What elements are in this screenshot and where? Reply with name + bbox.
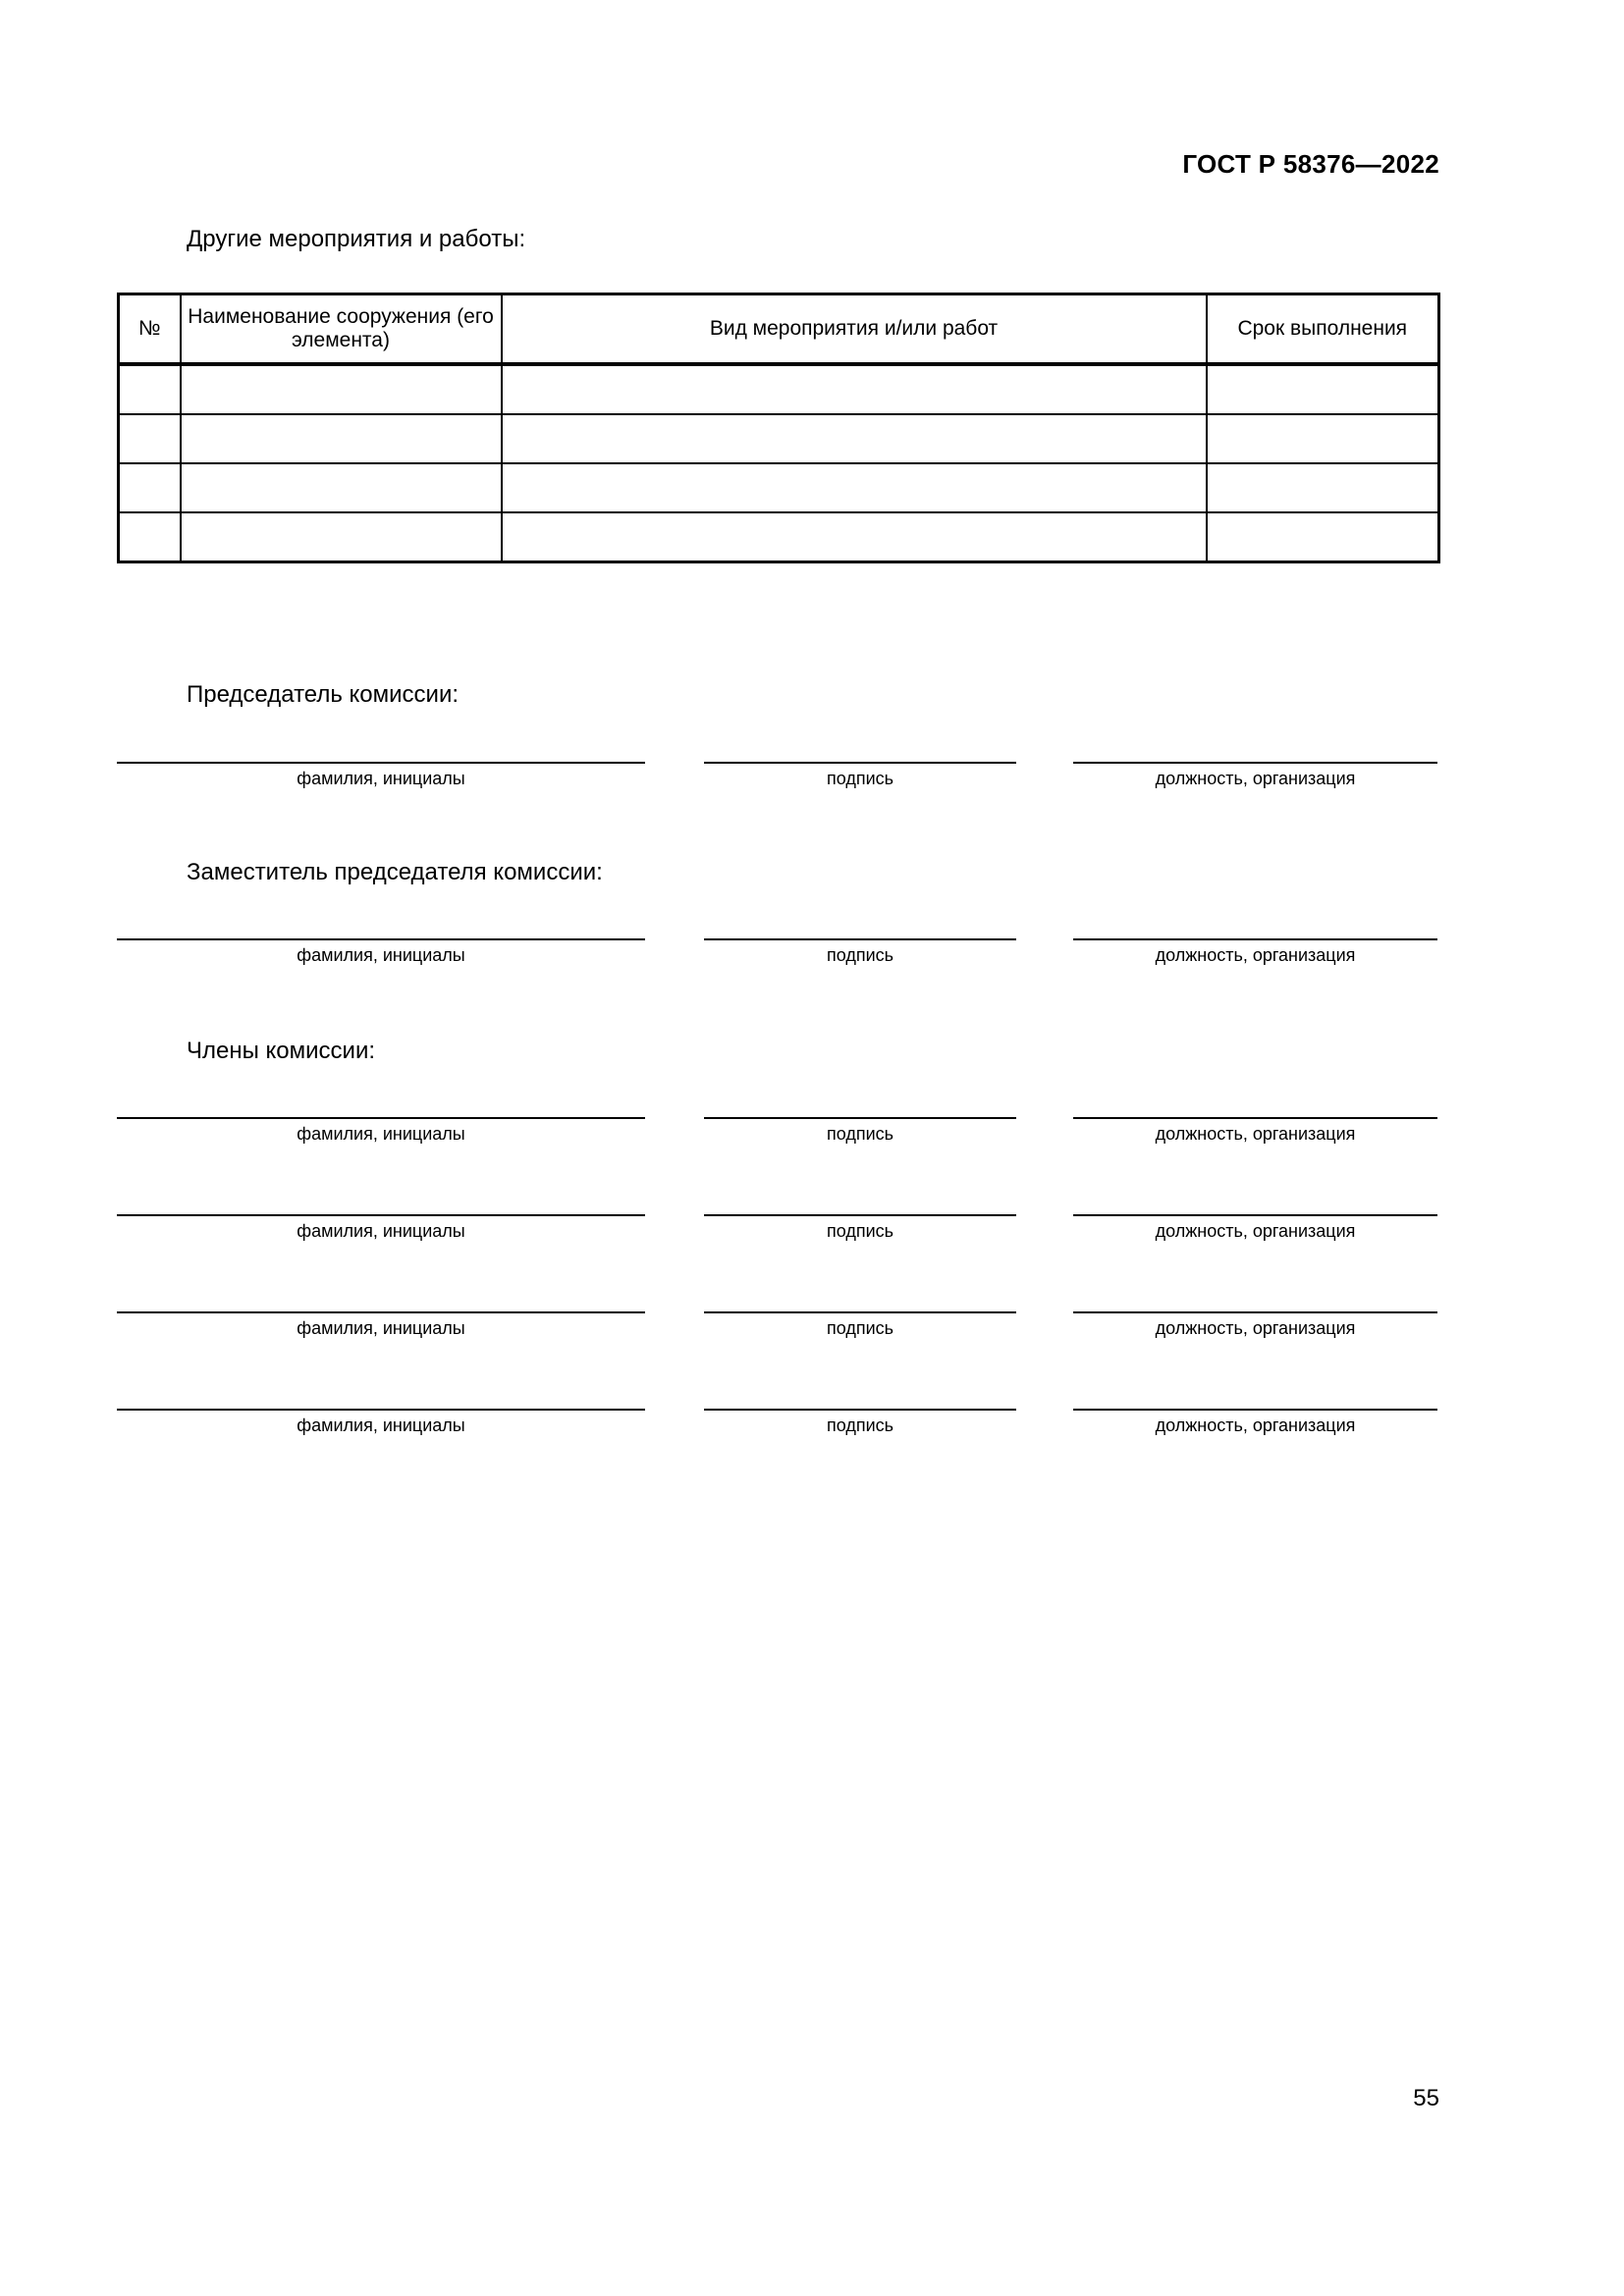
member-name-line — [117, 1117, 645, 1145]
member-signature-line — [704, 1117, 1016, 1145]
name-caption: фамилия, инициалы — [297, 1318, 465, 1338]
works-section-heading: Другие мероприятия и работы: — [187, 226, 526, 252]
member-signature-line — [704, 1214, 1016, 1242]
table-cell-work-type — [502, 364, 1207, 414]
chairman-position-line — [1073, 762, 1437, 789]
member-signature-row — [117, 1311, 1437, 1351]
member-position-line — [1073, 1214, 1437, 1242]
member-name-line — [117, 1409, 645, 1436]
table-cell-structure-name — [181, 512, 502, 562]
table-row — [119, 463, 1439, 512]
deputy-position-line — [1073, 938, 1437, 966]
table-cell-number — [119, 414, 181, 463]
table-row — [119, 512, 1439, 562]
chairman-signature-line — [704, 762, 1016, 789]
member-signature-row — [117, 1214, 1437, 1254]
position-caption: должность, организация — [1155, 1221, 1356, 1241]
table-cell-structure-name — [181, 364, 502, 414]
member-position-line — [1073, 1409, 1437, 1436]
page-number: 55 — [1413, 2085, 1439, 2111]
chairman-signature-row — [117, 762, 1437, 801]
signature-caption: подпись — [826, 1221, 894, 1241]
member-signature-row — [117, 1409, 1437, 1448]
signature-caption: подпись — [826, 945, 894, 965]
table-cell-number — [119, 512, 181, 562]
column-header-number: № — [119, 294, 181, 365]
table-cell-deadline — [1207, 512, 1439, 562]
table-cell-deadline — [1207, 463, 1439, 512]
deputy-heading: Заместитель председателя комиссии: — [187, 859, 603, 885]
signature-caption: подпись — [826, 1415, 894, 1435]
members-heading: Члены комиссии: — [187, 1038, 376, 1064]
deputy-signature-line — [704, 938, 1016, 966]
position-caption: должность, организация — [1155, 1318, 1356, 1338]
member-signature-row — [117, 1117, 1437, 1156]
position-caption: должность, организация — [1155, 945, 1356, 965]
member-signature-line — [704, 1311, 1016, 1339]
position-caption: должность, организация — [1155, 1124, 1356, 1144]
table-row — [119, 364, 1439, 414]
deputy-name-line — [117, 938, 645, 966]
name-caption: фамилия, инициалы — [297, 769, 465, 788]
name-caption: фамилия, инициалы — [297, 945, 465, 965]
name-caption: фамилия, инициалы — [297, 1415, 465, 1435]
table-cell-number — [119, 463, 181, 512]
table-cell-number — [119, 364, 181, 414]
table-cell-structure-name — [181, 414, 502, 463]
member-name-line — [117, 1311, 645, 1339]
name-caption: фамилия, инициалы — [297, 1221, 465, 1241]
column-header-work-type: Вид мероприятия и/или работ — [502, 294, 1207, 365]
name-caption: фамилия, инициалы — [297, 1124, 465, 1144]
table-row — [119, 414, 1439, 463]
signature-caption: подпись — [826, 1124, 894, 1144]
position-caption: должность, организация — [1155, 769, 1356, 788]
table-cell-work-type — [502, 414, 1207, 463]
column-header-structure-name: Наименование сооружения (его элемента) — [181, 294, 502, 365]
member-name-line — [117, 1214, 645, 1242]
signature-caption: подпись — [826, 769, 894, 788]
chairman-heading: Председатель комиссии: — [187, 681, 460, 708]
chairman-name-line — [117, 762, 645, 789]
member-signature-line — [704, 1409, 1016, 1436]
table-cell-structure-name — [181, 463, 502, 512]
document-standard-number: ГОСТ Р 58376—2022 — [1182, 149, 1439, 179]
table-cell-deadline — [1207, 364, 1439, 414]
column-header-deadline: Срок выполнения — [1207, 294, 1439, 365]
works-table — [117, 293, 1440, 563]
table-cell-work-type — [502, 512, 1207, 562]
member-position-line — [1073, 1117, 1437, 1145]
deputy-signature-row — [117, 938, 1437, 978]
member-position-line — [1073, 1311, 1437, 1339]
table-cell-deadline — [1207, 414, 1439, 463]
table-cell-work-type — [502, 463, 1207, 512]
position-caption: должность, организация — [1155, 1415, 1356, 1435]
table-header-row — [119, 294, 1439, 365]
signature-caption: подпись — [826, 1318, 894, 1338]
